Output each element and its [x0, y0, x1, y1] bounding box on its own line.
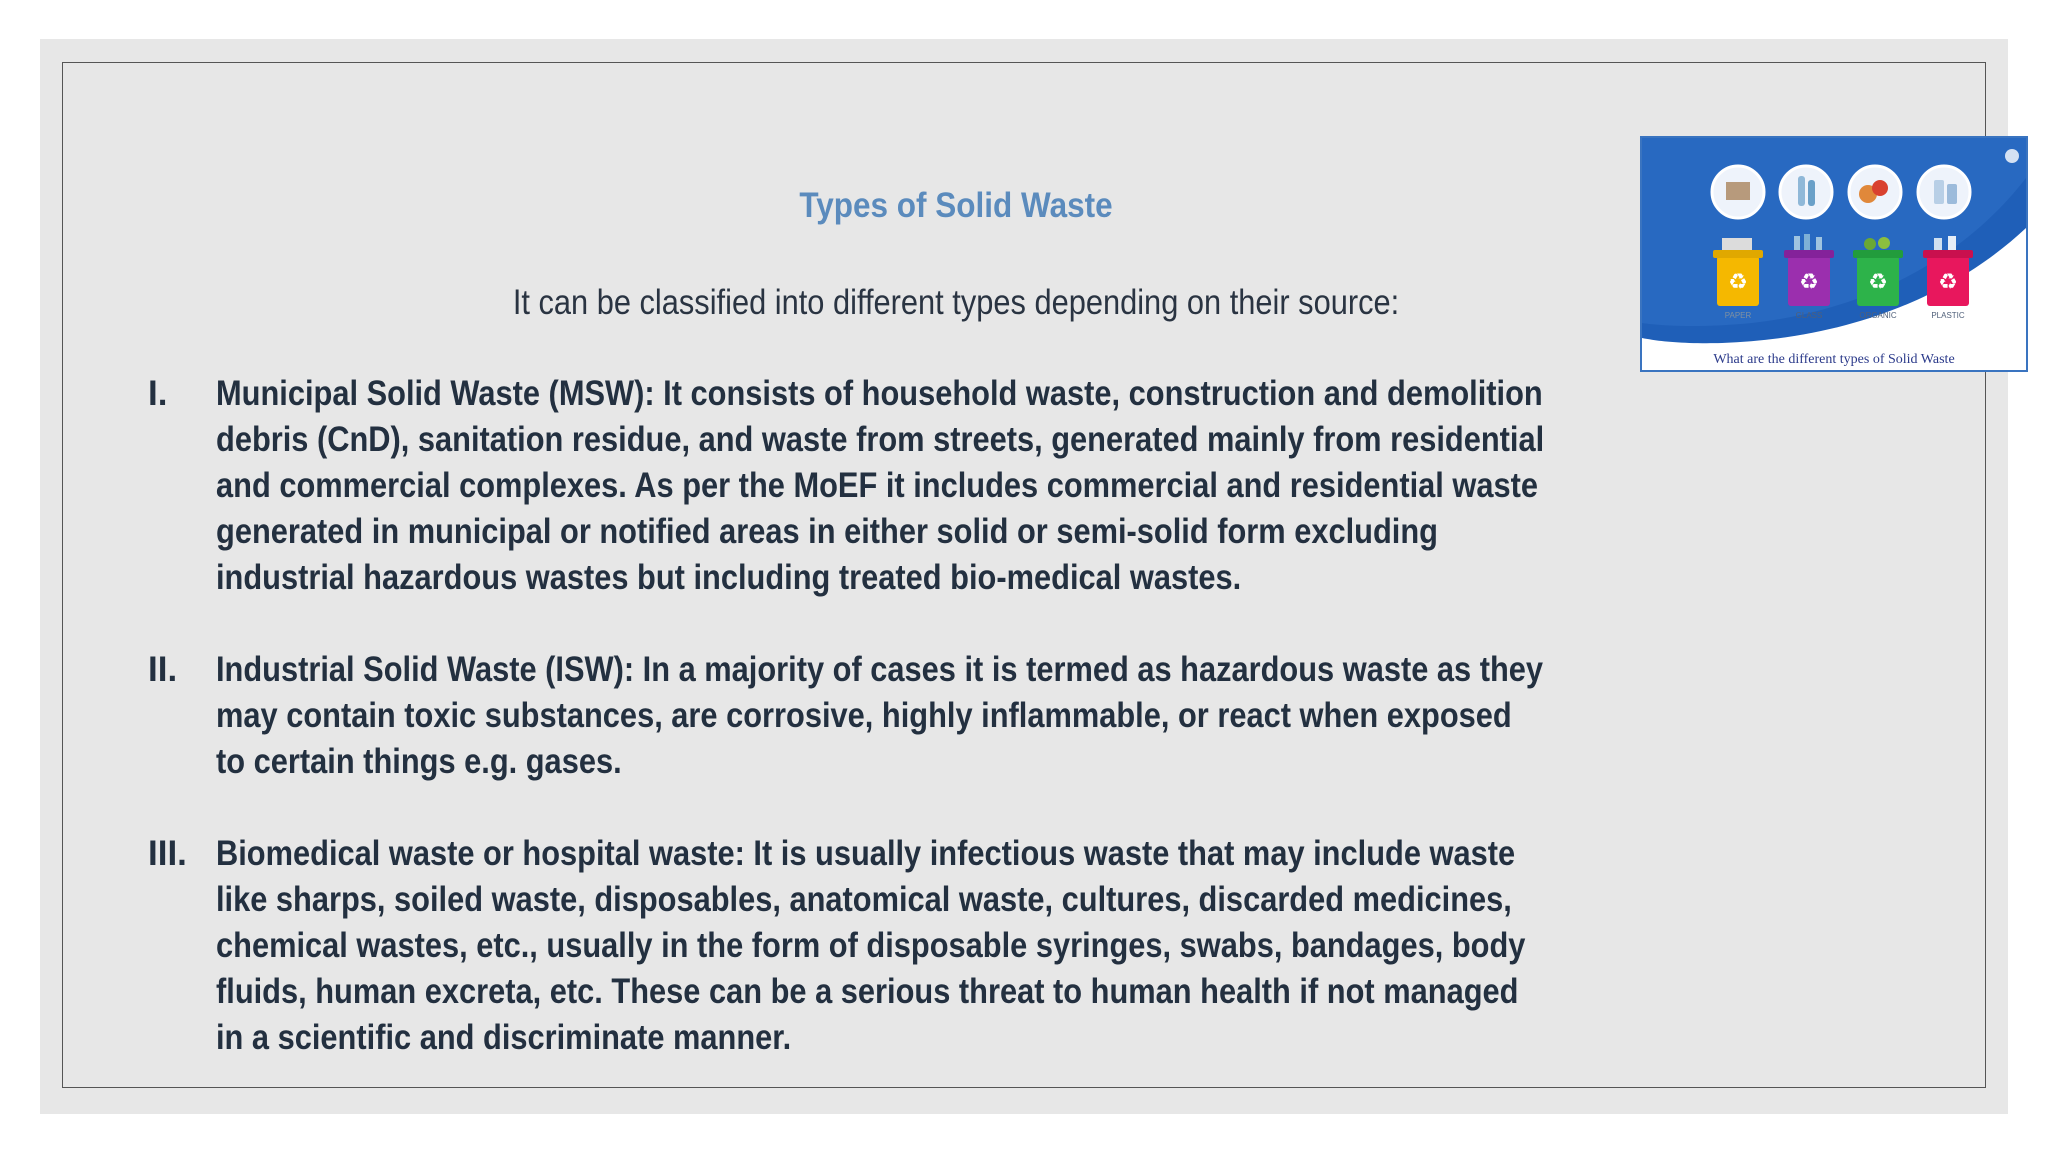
slide-title: Types of Solid Waste [799, 186, 1113, 225]
waste-type-list [148, 371, 1848, 1107]
recycle-icon: ♻ [1938, 270, 1958, 295]
glass-circle-icon [1780, 166, 1832, 218]
recycle-icon: ♻ [1868, 270, 1888, 295]
list-number: I. [148, 374, 168, 413]
list-item-text: Municipal Solid Waste (MSW): It consists of household waste, construction and demolition debris (CnD), sanitation residue, and waste from streets, generated mainly from residential and commercial complexes. As per the MoEF it includes commercial and residential waste generated in municipal or notified areas in either solid or semi-solid form excluding industrial hazardous wastes but including treated bio-medical wastes. [216, 374, 1545, 597]
bin-label-glass: GLASS [1795, 311, 1823, 320]
recycle-icon: ♻ [1728, 270, 1748, 295]
slide-frame [62, 62, 1986, 1088]
waste-bins-illustration [1642, 138, 2026, 370]
bin-label-plastic: PLASTIC [1931, 311, 1965, 320]
bin-label-paper: PAPER [1724, 311, 1752, 320]
image-caption: What are the different types of Solid Waste [1713, 352, 1955, 367]
slide-subtitle: It can be classified into different types depending on their source: [512, 283, 1400, 322]
paper-icon [1726, 182, 1750, 200]
waste-bins-image [1640, 136, 2028, 372]
list-item-text: Industrial Solid Waste (ISW): In a majority of cases it is termed as hazardous waste as they may contain toxic substances, are corrosive, highly inflammable, or react when exposed to certain things e.g. gases. [216, 650, 1544, 781]
bin-label-organic: ORGANIC [1859, 311, 1897, 320]
list-item-text: Biomedical waste or hospital waste: It is usually infectious waste that may include waste like sharps, soiled waste, disposables, anatomical waste, cultures, discarded medicines, chemical wastes, etc., usually in the form of disposable syringes, swabs, bandages, body fluids, human excreta, etc. These can be a serious threat to human health if not managed in a scientific and discriminate manner. [216, 834, 1526, 1057]
bottle-icon [1798, 176, 1805, 206]
list-item-biomedical [148, 831, 1848, 1061]
list-item-isw [148, 647, 1848, 785]
list-item-msw [148, 371, 1848, 601]
plastic-bottle-icon [1934, 180, 1944, 204]
list-number: III. [148, 834, 187, 873]
logo-icon [2005, 149, 2019, 163]
list-number: II. [148, 650, 178, 689]
recycle-icon: ♻ [1799, 270, 1819, 295]
